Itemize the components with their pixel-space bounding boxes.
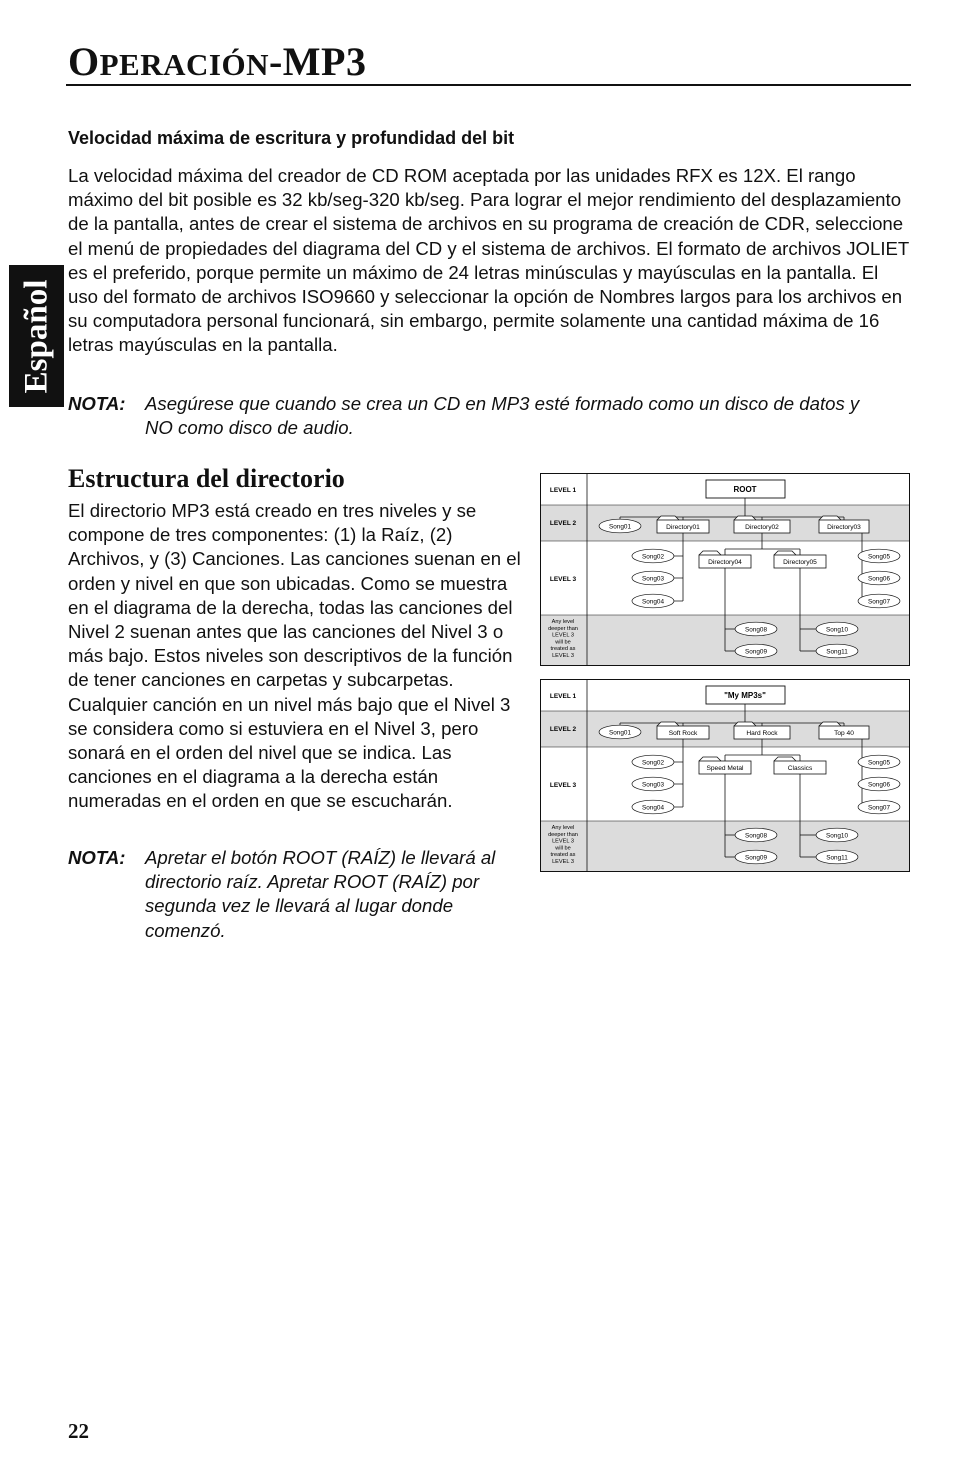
level2-label: LEVEL 2 xyxy=(549,520,577,527)
folder-node-label: Directory03 xyxy=(827,524,861,531)
song-label: Song03 xyxy=(641,781,665,789)
folder-node-tab xyxy=(657,722,679,726)
page-number: 22 xyxy=(68,1419,89,1443)
folder-node-label: Directory05 xyxy=(783,559,817,566)
level1-label: LEVEL 1 xyxy=(549,693,577,700)
folder-node-label: Directory02 xyxy=(745,524,779,531)
folder-node-tab xyxy=(819,516,841,520)
folder-node-label: Directory04 xyxy=(708,559,742,566)
deeper-level-label: treated as xyxy=(550,852,576,859)
section-heading-bitrate: Velocidad máxima de escritura y profundidad del bit xyxy=(68,128,515,148)
song-label: Song09 xyxy=(744,648,768,656)
song-label: Song01 xyxy=(608,523,632,531)
song-label: Song08 xyxy=(744,626,768,634)
root-label: "My MP3s" xyxy=(724,691,766,700)
song-label: Song02 xyxy=(641,759,665,767)
song-label: Song05 xyxy=(867,759,891,767)
note-text: Asegúrese que cuando se crea un CD en MP3 esté formado como un disco de datos y NO como disco de audio. xyxy=(145,393,860,439)
song-label: Song07 xyxy=(867,804,891,812)
tree-diagram xyxy=(540,679,910,872)
section-heading-directory: Estructura del directorio xyxy=(68,464,345,493)
folder-node-label: Classics xyxy=(787,765,813,772)
note-cd-format xyxy=(68,392,913,442)
song-label: Song10 xyxy=(825,626,849,634)
song-label: Song04 xyxy=(641,804,665,812)
folder-node-tab xyxy=(699,757,721,761)
song-label: Song03 xyxy=(641,575,665,583)
folder-node-tab xyxy=(699,551,721,555)
song-label: Song06 xyxy=(867,781,891,789)
section-body-bitrate: La velocidad máxima del creador de CD ROM aceptada por las unidades RFX es 12X. El rango máximo del bit posible es 32 kb/seg-320 kb/seg. Para lograr el mejor rendimiento del desplazamiento de la pantalla, antes de crear el sistema de archivos en su programa de creación de CDR, seleccione el menú de propiedades del diagrama del CD y el sistema de archivos. El formato de archivos JOLIET es el preferido, porque permite un máximo de 24 letras minúsculas y mayúsculas en la pantalla. El uso del formato de archivos ISO9660 y seleccionar la opción de Nombres largos para los archivos en su computadora personal funcionará, sin embargo, permite solamente una cantidad máxima de 16 letras mayúsculas en la pantalla. xyxy=(68,165,909,356)
deeper-level-label: deeper than xyxy=(548,625,578,632)
note-root-button xyxy=(68,846,528,946)
section-body-directory: El directorio MP3 está creado en tres niveles y se compone de tres componentes: (1) la Raíz, (2) Archivos, y (3) Canciones. Las canciones suenan en el orden y nivel en que son ubicadas. Como se muestra en el diagrama de la derecha, todas las canciones del Nivel 2 suenan antes que las canciones del Nivel 3 o más bajo. Estos niveles son descriptivos de la función de tener canciones en carpetas y subcarpetas. Cualquier canción en un nivel más bajo que el Nivel 3 se considera como si estuviera en el Nivel 3, pero sonará en el orden del nivel que se indica. Las canciones en el diagrama a la derecha están numeradas en el orden en que se escucharán. xyxy=(68,500,521,812)
song-label: Song05 xyxy=(867,553,891,561)
folder-node-tab xyxy=(734,722,756,726)
note-label: NOTA: xyxy=(68,393,126,414)
level3-label: LEVEL 3 xyxy=(549,782,577,789)
folder-node-tab xyxy=(819,722,841,726)
deeper-level-label: deeper than xyxy=(548,831,578,838)
level1-label: LEVEL 1 xyxy=(549,487,577,494)
folder-node-tab xyxy=(774,757,796,761)
song-label: Song07 xyxy=(867,598,891,606)
deeper-level-label: LEVEL 3 xyxy=(552,653,574,659)
deeper-level-label: Any level xyxy=(551,825,575,831)
title-rule xyxy=(66,84,911,86)
song-label: Song09 xyxy=(744,854,768,862)
deeper-level-label: LEVEL 3 xyxy=(552,859,574,865)
folder-node-tab xyxy=(734,516,756,520)
note-label: NOTA: xyxy=(68,847,126,868)
song-label: Song02 xyxy=(641,553,665,561)
deeper-level-label: will be xyxy=(555,845,571,852)
level2-label: LEVEL 2 xyxy=(549,726,577,733)
folder-node-label: Top 40 xyxy=(834,730,854,737)
directory-diagram-generic xyxy=(540,473,910,666)
folder-node-label: Hard Rock xyxy=(746,730,778,737)
deeper-level-label: treated as xyxy=(550,646,576,653)
language-tab-label: Español xyxy=(18,279,55,393)
folder-node-label: Speed Metal xyxy=(706,765,744,772)
deeper-level-label: Any level xyxy=(551,619,575,625)
language-tab xyxy=(9,265,64,407)
level3-label: LEVEL 3 xyxy=(549,576,577,583)
song-label: Song11 xyxy=(826,854,848,862)
folder-node-tab xyxy=(774,551,796,555)
song-label: Song08 xyxy=(744,832,768,840)
deeper-level-label: LEVEL 3 xyxy=(552,632,574,639)
directory-diagram-example xyxy=(540,679,910,872)
folder-node-tab xyxy=(657,516,679,520)
note-text: Apretar el botón ROOT (RAÍZ) le llevará al directorio raíz. Apretar ROOT (RAÍZ) por segunda vez le llevará al lugar donde comenzó. xyxy=(145,847,496,941)
deeper-level-label: LEVEL 3 xyxy=(552,838,574,845)
song-label: Song10 xyxy=(825,832,849,840)
song-label: Song04 xyxy=(641,598,665,606)
deeper-level-label: will be xyxy=(555,639,571,646)
root-label: ROOT xyxy=(733,485,757,494)
song-label: Song01 xyxy=(608,729,632,737)
song-label: Song11 xyxy=(826,648,848,656)
folder-node-label: Directory01 xyxy=(666,524,700,531)
page-title: OPERACIÓN-MP3 xyxy=(68,39,367,84)
tree-diagram xyxy=(540,473,910,666)
folder-node-label: Soft Rock xyxy=(668,730,698,737)
song-label: Song06 xyxy=(867,575,891,583)
